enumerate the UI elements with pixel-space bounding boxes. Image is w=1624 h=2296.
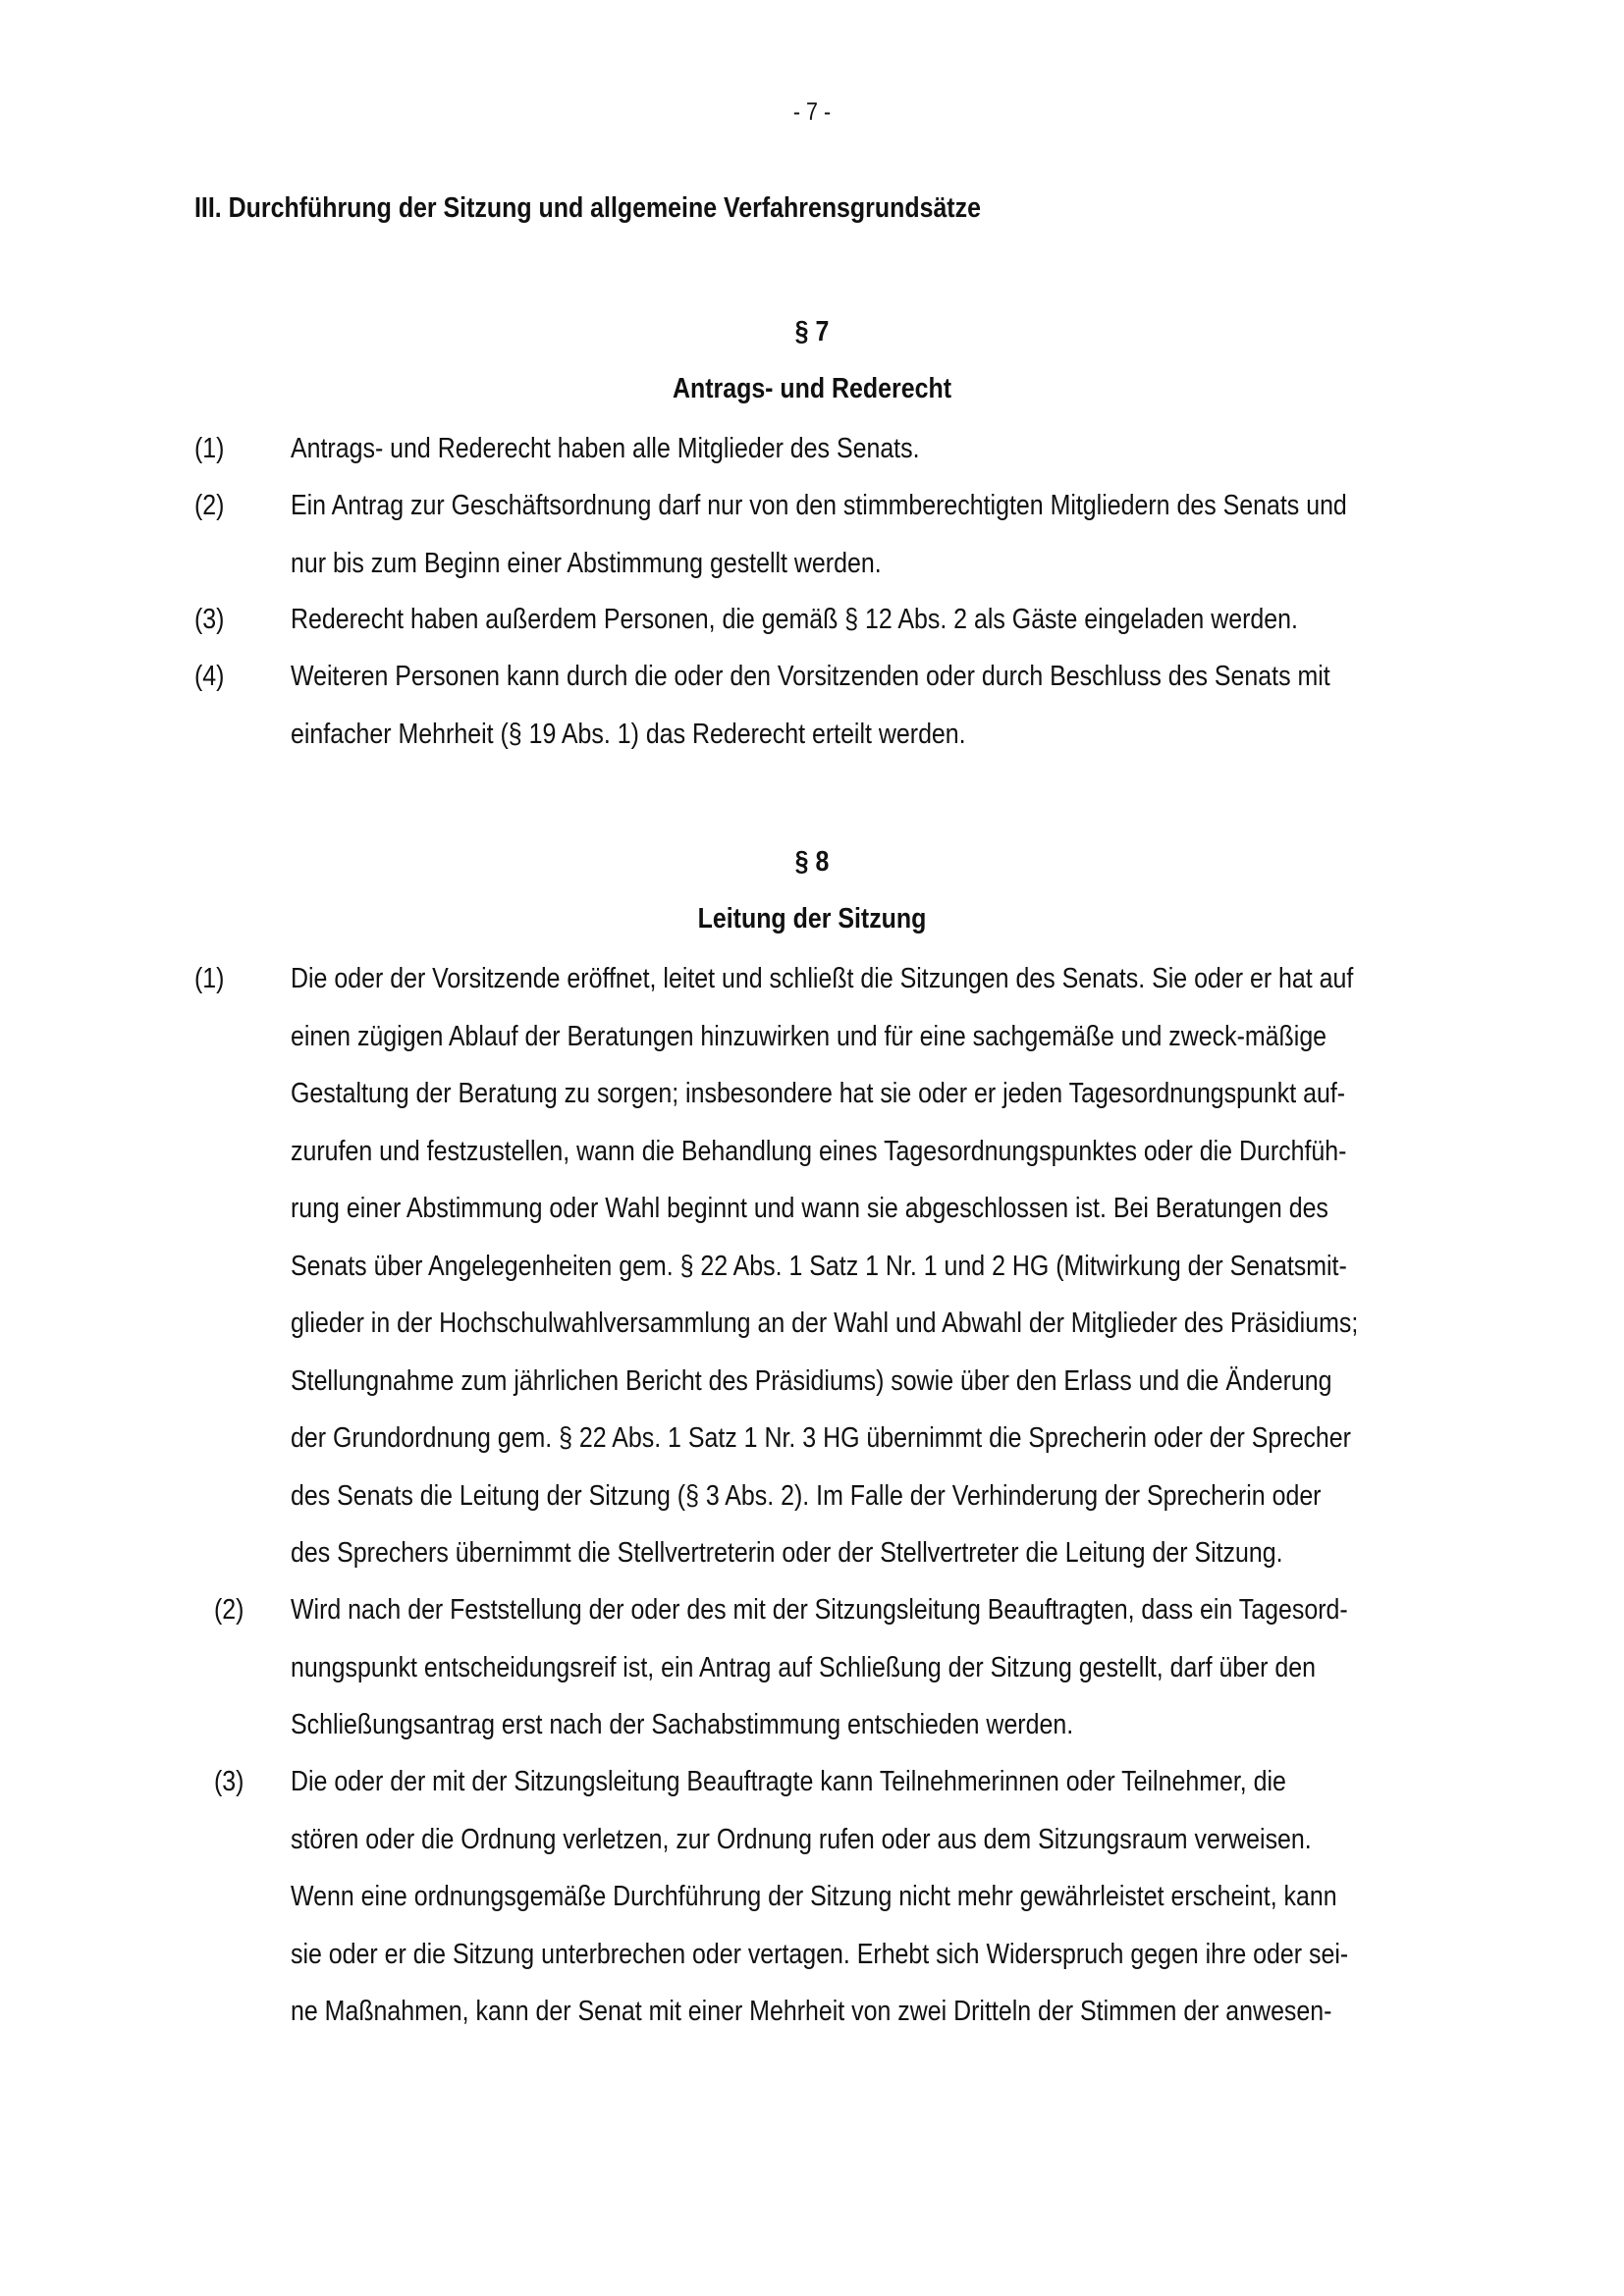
paragraph-number: (2) <box>194 490 225 521</box>
paragraph-number: (1) <box>194 963 225 994</box>
paragraph-text: Rederecht haben außerdem Personen, die gemäß § 12 Abs. 2 als Gäste eingeladen werden. <box>291 604 1298 635</box>
paragraph-number: (3) <box>194 604 225 635</box>
paragraph-text: Ein Antrag zur Geschäftsordnung darf nur von den stimmberechtigten Mitgliedern des Senats und nur bis zum Beginn einer Abstimmung gestellt werden. <box>291 490 1347 579</box>
section-7-title: Antrags- und Rederecht <box>672 373 952 404</box>
paragraph-number: (3) <box>214 1766 244 1797</box>
paragraph-number: (1) <box>194 433 225 464</box>
paragraph-text: Die oder der mit der Sitzungsleitung Beauftragte kann Teilnehmerinnen oder Teilnehmer, die stören oder die Ordnung verletzen, zur Ordnung rufen oder aus dem Sitzungsraum verweisen. Wenn eine ordnungsgemäße Durchführung der Sitzung nicht mehr gewährleistet erscheint, kann sie oder er die Sitzung unterbrechen oder vertagen. Erhebt sich Widerspruch gegen ihre oder sei- ne Maßnahmen, kann der Senat mit einer Mehrheit von zwei Dritteln der Stimmen der anwesen- <box>291 1766 1349 2027</box>
section-8-title: Leitung der Sitzung <box>697 903 927 934</box>
paragraph-text: Weiteren Personen kann durch die oder den Vorsitzenden oder durch Beschluss des Senats mit einfacher Mehrheit (§ 19 Abs. 1) das Rederecht erteilt werden. <box>291 661 1330 750</box>
paragraph-text: Die oder der Vorsitzende eröffnet, leitet und schließt die Sitzungen des Senats. Sie oder er hat auf einen zügigen Ablauf der Beratungen hinzuwirken und für eine sachgemäße und zweck-mäßige Gestaltung der Beratung zu sorgen; insbesondere hat sie oder er jeden Tagesordnungspunkt auf- zurufen und festzustellen, wann die Behandlung eines Tagesordnungspunktes oder die Durchfüh- rung einer Abstimmung oder Wahl beginnt und wann sie abgeschlossen ist. Bei Beratungen des Senats über Angelegenheiten gem. § 22 Abs. 1 Satz 1 Nr. 1 und 2 HG (Mitwirkung der Senatsmit- glieder in der Hochschulwahlversammlung an der Wahl und Abwahl der Mitglieder des Präsidiums; Stellungnahme zum jährlichen Bericht des Präsidiums) sowie über den Erlass und die Änderung der Grundordnung gem. § 22 Abs. 1 Satz 1 Nr. 3 HG übernimmt die Sprecherin oder der Sprecher des Senats die Leitung der Sitzung (§ 3 Abs. 2). Im Falle der Verhinderung der Sprecherin oder des Sprechers übernimmt die Stellvertreterin oder der Stellvertreter die Leitung der Sitzung. <box>291 963 1359 1569</box>
chapter-heading: III. Durchführung der Sitzung und allgemeine Verfahrensgrundsätze <box>194 192 981 224</box>
section-8-number: § 8 <box>794 846 830 878</box>
section-7-paragraph-4 <box>194 648 1458 763</box>
paragraph-number: (2) <box>214 1594 244 1626</box>
section-7-paragraph-1 <box>194 420 1458 478</box>
page-number: - 7 - <box>792 98 832 126</box>
section-7-paragraph-2 <box>194 477 1458 592</box>
paragraph-text: Antrags- und Rederecht haben alle Mitglieder des Senats. <box>291 433 920 464</box>
section-8-paragraph-3 <box>194 1753 1458 2041</box>
section-8-paragraph-2 <box>194 1581 1458 1754</box>
section-8-paragraph-1 <box>194 950 1458 1582</box>
section-7-paragraph-3 <box>194 591 1458 649</box>
paragraph-text: Wird nach der Feststellung der oder des mit der Sitzungsleitung Beauftragten, dass ein Tagesord- nungspunkt entscheidungsreif ist, ein Antrag auf Schließung der Sitzung gestellt, darf über den Schließungsantrag erst nach der Sachabstimmung entschieden werden. <box>291 1594 1348 1740</box>
section-7-number: § 7 <box>794 316 830 347</box>
paragraph-number: (4) <box>194 661 225 692</box>
